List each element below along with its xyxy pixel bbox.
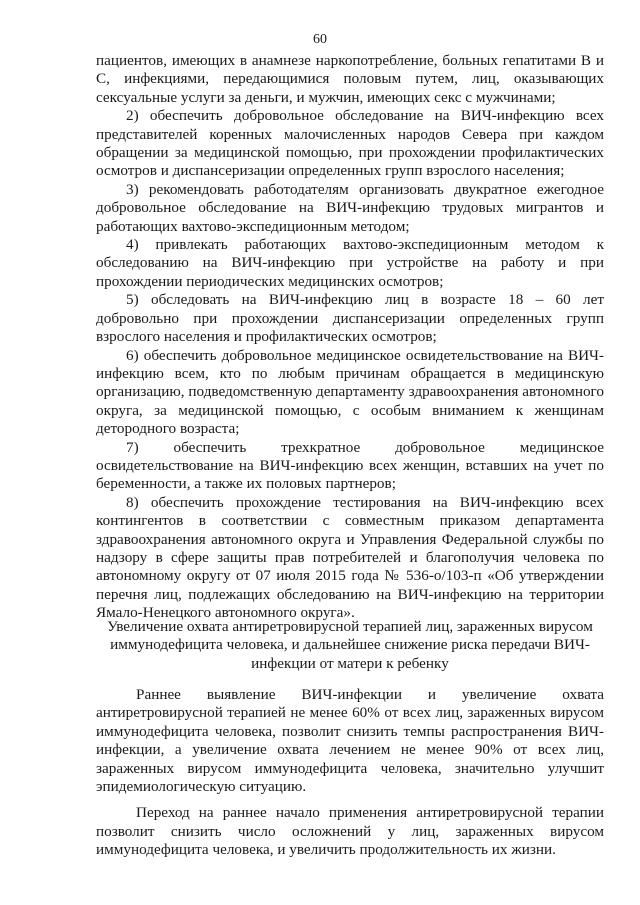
list-item-3: 3) рекомендовать работодателям организовать двукратное ежегодное добровольное обследование на ВИЧ-инфекцию трудовых мигрантов и работающих вахтово-экспедиционным методом; [96,180,604,235]
section-paragraph-2: Переход на раннее начало применения антиретровирусной терапии позволит снизить число осложнений у лиц, зараженных вирусом иммунодефицита человека, и увеличить продолжительность их жизни. [96,804,604,859]
list-item-2: 2) обеспечить добровольное обследование на ВИЧ-инфекцию всех представителей коренных малочисленных народов Севера при каждом обращении за медицинской помощью, при прохождении профилактических осмотров и диспансеризации определенных групп взрослого населения; [96,107,604,180]
list-item-5: 5) обследовать на ВИЧ-инфекцию лиц в возрасте 18 – 60 лет добровольно при прохождении диспансеризации определенных групп взрослого населения и профилактических осмотров; [96,291,604,346]
list-item-7: 7) обеспечить трехкратное добровольное медицинское освидетельствование на ВИЧ-инфекцию всех женщин, вставших на учет по беременности, а также их половых партнеров; [96,438,604,493]
section-paragraph-1: Раннее выявление ВИЧ-инфекции и увеличение охвата антиретровирусной терапией не менее 60% от всех лиц, зараженных вирусом иммунодефицита человека, позволит снизить темпы распространения ВИЧ-инфекции, а увеличение охвата лечением не менее 90% от всех лиц, зараженных вирусом иммунодефицита человека, значительно улучшит эпидемиологическую ситуацию. [96,686,604,796]
list-item-4: 4) привлекать работающих вахтово-экспедиционным методом к обследованию на ВИЧ-инфекцию при устройстве на работу и при прохождении периодических медицинских осмотров; [96,236,604,290]
list-item-6: 6) обеспечить добровольное медицинское освидетельствование на ВИЧ-инфекцию всем, кто по любым причинам обращается в медицинскую организацию, подведомственную департаменту здравоохранения автономного округа, за медицинской помощью, с особым вниманием к женщинам детородного возраста; [96,346,604,438]
section-heading: Увеличение охвата антиретровирусной терапией лиц, зараженных вирусом иммунодефицита человека, и дальнейшее снижение риска передачи ВИЧ-инфекции от матери к ребенку [107,618,593,672]
section-body [96,686,604,860]
list-continuation-paragraph: пациентов, имеющих в анамнезе наркопотребление, больных гепатитами В и С, инфекциями, передающимися половым путем, лиц, оказывающих сексуальные услуги за деньги, и мужчин, имеющих секс с мужчинами; [96,52,604,106]
measures-list [96,52,604,623]
page-number: 60 [313,32,327,47]
list-item-8: 8) обеспечить прохождение тестирования на ВИЧ-инфекцию всех контингентов в соответствии с совместным приказом департамента здравоохранения автономного округа и Управления Федеральной службы по надзору в сфере защиты прав потребителей и благополучия человека по автономному округу от 07 июля 2015 года № 536-о/103-п «Об утверждении перечня лиц, подлежащих обследованию на ВИЧ-инфекцию на территории Ямало-Ненецкого автономного округа». [96,493,604,622]
